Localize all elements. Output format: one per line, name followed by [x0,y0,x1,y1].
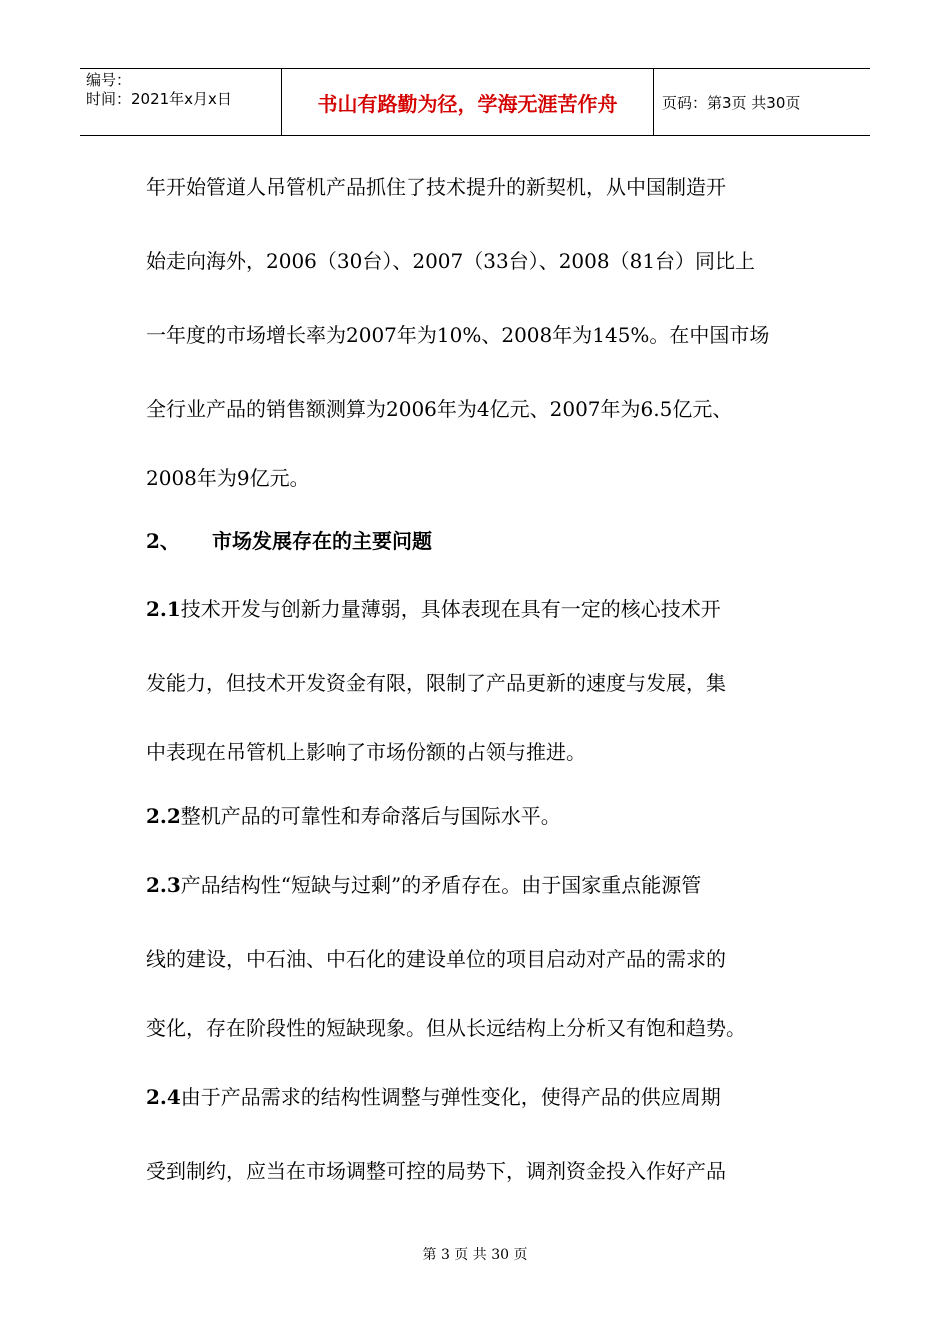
text-line: 全行业产品的销售额测算为2006年为4亿元、2007年为6.5亿元、 [146,397,733,421]
header-motto: 书山有路勤为径，学海无涯苦作舟 [282,69,654,135]
paragraph-2-3 [146,848,826,1060]
section-number: 2.4 [146,1085,181,1109]
text-line: 2.3产品结构性“短缺与过剩”的矛盾存在。由于国家重点能源管 [146,873,702,897]
text-line: 中表现在吊管机上影响了市场份额的占领与推进。 [146,740,586,764]
paragraph-2-1 [146,572,826,784]
page-footer: 第 3 页 共 30 页 [422,1247,528,1263]
paragraph-2-4 [146,1060,826,1208]
document-time-label: 时间：2021年x月x日 [86,90,232,108]
text-line: 2008年为9亿元。 [146,466,310,490]
document-number-label: 编号： [86,71,132,89]
paragraph-market-growth [146,150,826,510]
paragraph-2-2 [146,784,826,848]
text-line: 2.1技术开发与创新力量薄弱，具体表现在具有一定的核心技术开 [146,597,721,621]
section-number: 2.2 [146,804,181,828]
section-number: 2.3 [146,873,181,897]
section-heading-text: 市场发展存在的主要问题 [212,529,432,553]
text-line: 始走向海外，2006（30台）、2007（33台）、2008（81台）同比上 [146,249,756,273]
document-body [146,150,826,1208]
text-line: 受到制约，应当在市场调整可控的局势下，调剂资金投入作好产品 [146,1159,726,1183]
text-line: 变化，存在阶段性的短缺现象。但从长远结构上分析又有饱和趋势。 [146,1016,746,1040]
section-heading-number: 2、 [146,529,180,553]
text-line: 2.2整机产品的可靠性和寿命落后与国际水平。 [146,804,561,828]
section-number: 2.1 [146,597,181,621]
section-heading [146,510,826,572]
header-left-cell [80,69,282,135]
text-line: 发能力，但技术开发资金有限，限制了产品更新的速度与发展，集 [146,671,726,695]
text-line: 一年度的市场增长率为2007年为10%、2008年为145%。在中国市场 [146,323,770,347]
text-line: 年开始管道人吊管机产品抓住了技术提升的新契机，从中国制造开 [146,175,726,199]
header-page-info: 页码：第3页 共30页 [662,93,801,112]
text-line: 线的建设，中石油、中石化的建设单位的项目启动对产品的需求的 [146,947,726,971]
page-header [80,68,870,136]
text-line: 2.4由于产品需求的结构性调整与弹性变化，使得产品的供应周期 [146,1085,721,1109]
